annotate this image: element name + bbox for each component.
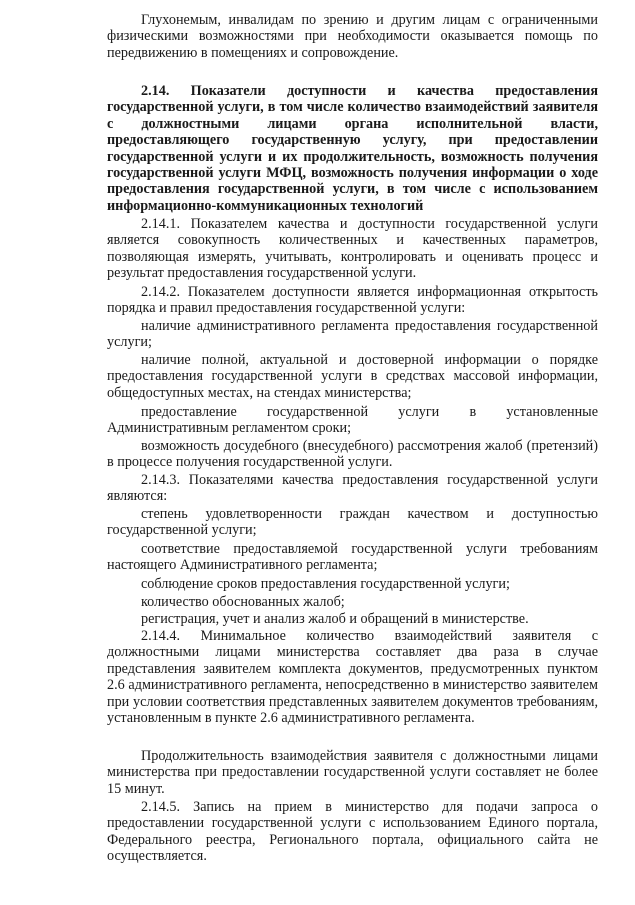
paragraph-2-14-1: 2.14.1. Показателем качества и доступности государственной услуги является совокупность количественных и качественных параметров, позволяющая измерять, учитывать, контролировать и оценивать процесс и результат предоставления государственной услуги. xyxy=(107,216,598,282)
list-item-deadlines: предоставление государственной услуги в установленные Административным регламентом сроки; xyxy=(107,404,598,437)
list-item-compliance: соответствие предоставляемой государственной услуги требованиям настоящего Административного регламента; xyxy=(107,541,598,574)
paragraph-duration: Продолжительность взаимодействия заявителя с должностными лицами министерства при предоставлении государственной услуги составляет не более 15 минут. xyxy=(107,748,598,797)
list-item-information: наличие полной, актуальной и достоверной информации о порядке предоставления государственной услуги в средствах массовой информации, общедоступных местах, на стендах министерства; xyxy=(107,352,598,401)
paragraph-2-14-3: 2.14.3. Показателями качества предоставления государственной услуги являются: xyxy=(107,472,598,505)
paragraph-assistance: Глухонемым, инвалидам по зрению и другим лицам с ограниченными физическими возможностями при необходимости оказывается помощь по передвижению в помещениях и сопровождение. xyxy=(107,12,598,61)
list-item-regulation: наличие административного регламента предоставления государственной услуги; xyxy=(107,318,598,351)
paragraph-2-14-4: 2.14.4. Минимальное количество взаимодействий заявителя с должностными лицами министерства составляет два раза в случае представления заявителем комплекта документов, предусмотренных пунктом 2.6 административного регламента, непосредственно в министерство заявителем при условии соответствия представленных заявителем документов требованиям, установленным в пункте 2.6 административного регламента. xyxy=(107,628,598,727)
list-item-satisfaction: степень удовлетворенности граждан качеством и доступностью государственной услуги; xyxy=(107,506,598,539)
list-item-appeal: возможность досудебного (внесудебного) рассмотрения жалоб (претензий) в процессе получения государственной услуги. xyxy=(107,438,598,471)
paragraph-2-14-2: 2.14.2. Показателем доступности является информационная открытость порядка и правил предоставления государственной услуги: xyxy=(107,284,598,317)
paragraph-2-14-5: 2.14.5. Запись на прием в министерство для подачи запроса о предоставлении государственной услуги с использованием Единого портала, Федерального реестра, Регионального портала, официального сайта не осуществляется. xyxy=(107,799,598,865)
list-item-complaints: количество обоснованных жалоб; xyxy=(141,594,345,610)
list-item-terms: соблюдение сроков предоставления государственной услуги; xyxy=(141,576,510,592)
list-item-registration: регистрация, учет и анализ жалоб и обращений в министерстве. xyxy=(141,611,529,627)
section-heading-2-14: 2.14. Показатели доступности и качества предоставления государственной услуги, в том числе количество взаимодействий заявителя с должностными лицами органа исполнительной власти, предоставляющего государственную услугу, при предоставлении государственной услуги и их продолжительность, возможность получения государственной услуги МФЦ, возможность получения информации о ходе предоставления государственной услуги, в том числе с использованием информационно-коммуникационных технологий xyxy=(107,83,598,214)
